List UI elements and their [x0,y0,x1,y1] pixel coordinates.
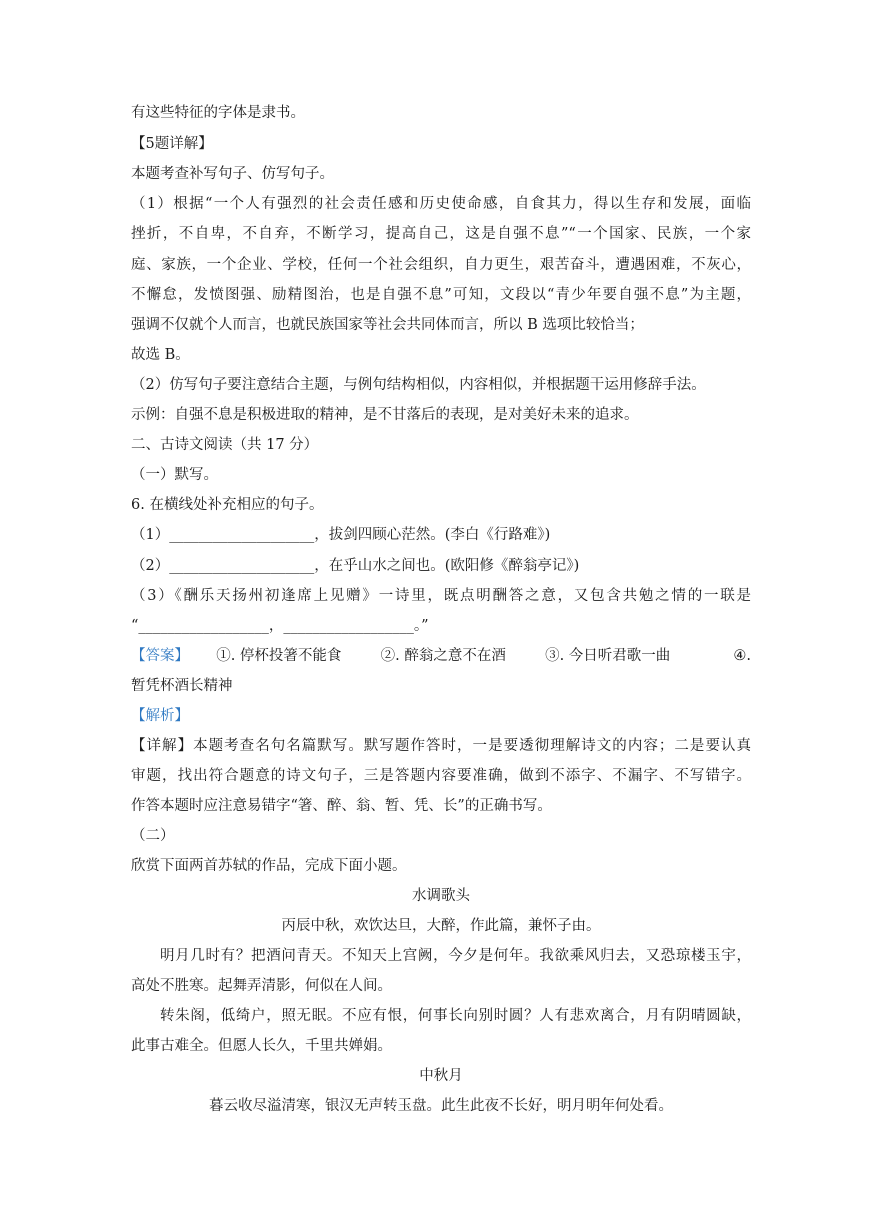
text-line: 有这些特征的字体是隶书。 [131,105,305,121]
answer-item-continuation: 暂凭杯酒长精神 [131,678,233,694]
text-line: 不懈怠，发愤图强、励精图治，也是自强不息”可知，文段以“青少年要自强不息”为主题， [131,287,751,303]
poem-preface: 丙辰中秋，欢饮达旦，大醉，作此篇，兼怀子由。 [281,918,601,934]
poem-line: 转朱阁，低绮户，照无眠。不应有恨，何事长向别时圆？人有悲欢离合，月有阴晴圆缺， [160,1008,751,1024]
subsection-heading: （二） [131,828,175,844]
poem-line: 高处不胜寒。起舞弄清影，何似在人间。 [131,978,392,994]
subsection-heading: （一）默写。 [131,467,218,483]
poem-line: 暮云收尽溢清寒，银汉无声转玉盘。此生此夜不长好，明月明年何处看。 [209,1098,673,1114]
text-line: 庭、家族，一个企业、学校，任何一个社会组织，自力更生，艰苦奋斗，遭遇困难，不灰心， [131,257,751,273]
text-line: 本题考查补写句子、仿写句子。 [131,166,334,182]
poem-line: 此事古难全。但愿人长久，千里共婵娟。 [131,1038,392,1054]
answer-item: ②. 醉翁之意不在酒 [380,648,506,664]
text-line: 故选 B。 [131,347,190,363]
text-line: 挫折，不自卑，不自弃，不断学习，提高自己，这是自强不息”“一个国家、民族，一个家 [131,226,751,242]
answer-item: ①. 停杯投箸不能食 [216,648,342,664]
text-line: 示例：自强不息是积极进取的精神，是不甘落后的表现，是对美好未来的追求。 [131,407,639,423]
text-line: 审题，找出符合题意的诗文句子，三是答题内容要准确，做到不添字、不漏字、不写错字。 [131,768,751,784]
answer-blank-line: “__________________，__________________。” [131,618,429,634]
text-line: 作答本题时应注意易错字“箸、醉、翁、暂、凭、长”的正确书写。 [131,798,552,814]
text-line: （1）根据“一个人有强烈的社会责任感和历史使命感，自食其力，得以生存和发展，面临 [131,196,751,212]
question-title: 6. 在横线处补充相应的句子。 [131,497,324,513]
answer-line [131,646,751,666]
poem-title: 中秋月 [419,1068,463,1084]
answer-item: ④. [733,648,751,664]
question-item: （2）____________________，在乎山水之间也。(欧阳修《醉翁亭记》) [131,558,580,574]
section-heading: 二、古诗文阅读（共 17 分） [131,437,319,453]
answer-item: ③. 今日听君歌一曲 [545,648,671,664]
text-line: 强调不仅就个人而言，也就民族国家等社会共同体而言，所以 B 选项比较恰当； [131,317,644,333]
text-line: 欣赏下面两首苏轼的作品，完成下面小题。 [131,858,407,874]
analysis-tag: 【解析】 [131,708,189,724]
poem-title: 水调歌头 [412,888,470,904]
text-line: 【详解】本题考查名句名篇默写。默写题作答时，一是要透彻理解诗文的内容；二是要认真 [131,738,751,754]
text-line: （2）仿写句子要注意结合主题，与例句结构相似，内容相似，并根据题干运用修辞手法。 [131,377,706,393]
question-item: （3）《酬乐天扬州初逢席上见赠》一诗里，既点明酬答之意，又包含共勉之情的一联是 [131,588,751,604]
poem-line: 明月几时有？把酒问青天。不知天上宫阙，今夕是何年。我欲乘风归去，又恐琼楼玉宇， [160,948,751,964]
section-heading: 【5题详解】 [131,136,213,152]
answer-tag: 【答案】 [131,648,189,664]
question-item: （1）____________________，拔剑四顾心茫然。(李白《行路难》) [131,527,551,543]
